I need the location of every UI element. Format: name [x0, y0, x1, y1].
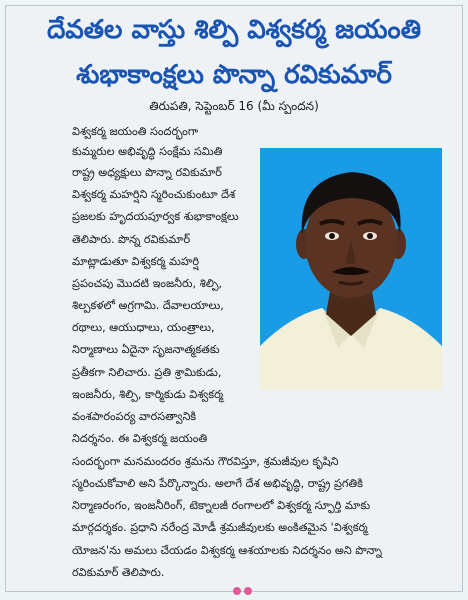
body-line: నిర్మాణరంగం, ఇంజనీరింగ్, టెక్నాలజీ రంగాలలో విశ్వకర్మ స్ఫూర్తి మాకు — [72, 499, 371, 512]
body-line: యోజన'ను అమలు చేయడం విశ్వకర్మ ఆశయాలకు నిదర్శనం అని పొన్నా — [72, 544, 383, 557]
body-line: ప్రపంచపు మొదటి ఇంజనీరు, శిల్పి, — [72, 277, 223, 290]
decorative-mark-icon — [232, 586, 254, 596]
body-line: సందర్భంగా మనమందరం శ్రమను గౌరవిస్తూ, శ్రమజీవుల కృషిని — [72, 455, 339, 468]
body-line: రథాలు, ఆయుధాలు, యంత్రాలు, — [72, 321, 215, 334]
body-line: మాట్లాడుతూ విశ్వకర్మ మహర్షి — [72, 255, 200, 268]
body-line: ప్రజలకు హృదయపూర్వక శుభాకాంక్షలు — [72, 210, 239, 223]
body-line: విశ్వకర్మ జయంతి సందర్భంగా — [72, 125, 199, 138]
portrait-photo — [260, 148, 442, 390]
body-line: విశ్వకర్మ మహర్షిని స్మరించుకుంటూ దేశ — [72, 188, 236, 201]
body-line: శిల్పకళలో అగ్రగామి. దేవాలయాలు, — [72, 299, 224, 312]
dateline: తిరుపతి, సెప్టెంబర్ 16 (మీ స్పందన) — [149, 99, 319, 113]
body-line: ప్రతీకగా నిలిచారు. ప్రతి శ్రామికుడు, — [72, 366, 222, 379]
body-line: కుమ్మరుల అభివృద్ధి సంక్షేమ సమితి — [72, 145, 223, 158]
headline-line-2: శుభాకాంక్షలు పొన్నా రవికుమార్ — [76, 60, 392, 90]
body-line: మార్గదర్శకం. ప్రధాని నరేంద్ర మోడీ శ్రమజీవులకు అంకితమైన 'విశ్వకర్మ — [72, 521, 368, 534]
body-line: నిర్మాణాలు ఏదైనా సృజనాత్మకతకు — [72, 343, 220, 356]
body-line: స్మరించుకోవాలి అని పేర్కొన్నారు. అలాగే దేశ అభివృద్ధి, రాష్ట్ర ప్రగతికి — [72, 477, 364, 490]
body-line: నిదర్శనం. ఈ విశ్వకర్మ జయంతి — [72, 432, 208, 445]
body-line: వంశపారంపర్య వారసత్వానికి — [72, 410, 197, 423]
body-line: రవికుమార్ తెలిపారు. — [72, 566, 165, 579]
body-line: తెలిపారు. పొన్న రవికుమార్ — [72, 233, 191, 246]
headline-line-1: దేవతల వాస్తు శిల్పి విశ్వకర్మ జయంతి — [46, 15, 422, 45]
body-line: ఇంజనీరు, శిల్పి, కార్మికుడు విశ్వకర్మ — [72, 388, 224, 401]
body-line: రాష్ట్ర అధ్యక్షులు పొన్నా రవికుమార్ — [72, 166, 222, 179]
portrait-illustration — [260, 148, 442, 390]
